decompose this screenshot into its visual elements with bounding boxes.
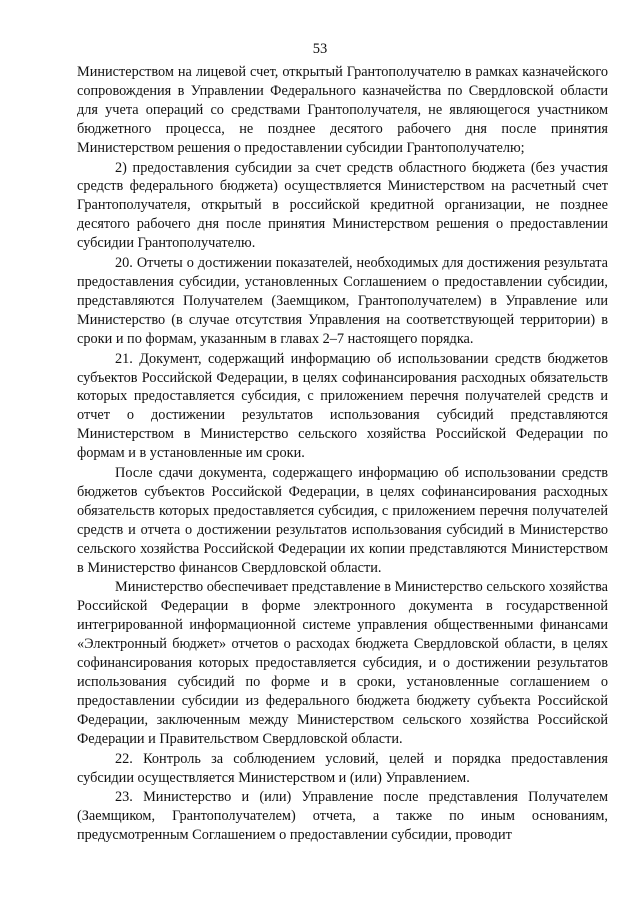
paragraph-continuation: Министерством на лицевой счет, открытый Грантополучателю в рамках казначейского сопровождения в Управлении Федерального казначейства по Свердловской области для учета операций со средствами Грантополучателя, не являющегося участником бюджетного процесса, не позднее десятого рабочего дня после принятия Министерством решения о предоставлении субсидии Грантополучателю; (77, 64, 608, 156)
page-number: 53 (312, 41, 328, 57)
paragraph-section-21: 21. Документ, содержащий информацию об использовании средств бюджетов субъектов Российской Федерации, в целях софинансирования расходных обязательств которых предоставляется субсидия, с приложением перечня получателей средств и отчет о достижении результатов использования субсидий представляются Министерством в Министерство сельского хозяйства Российской Федерации по формам и в установленные им сроки. (77, 350, 608, 462)
paragraph-section-22: 22. Контроль за соблюдением условий, целей и порядка предоставления субсидии осуществляется Министерством и (или) Управлением. (77, 750, 608, 786)
paragraph-section-23: 23. Министерство и (или) Управление после представления Получателем (Заемщиком, Грантополучателем) отчета, а также по иным основаниям, предусмотренным Соглашением о предоставлении субсидии, проводит (77, 789, 608, 844)
paragraph-item-2: 2) предоставления субсидии за счет средств областного бюджета (без участия средств федерального бюджета) осуществляется Министерством на расчетный счет Грантополучателя, открытый в российской кредитной организации, не позднее десятого рабочего дня после принятия Министерством решения о предоставлении субсидии Грантополучателю. (77, 159, 608, 252)
paragraph-after-submission: После сдачи документа, содержащего информацию об использовании средств бюджетов субъектов Российской Федерации, в целях софинансирования расходных обязательств которых предоставляется субсидия, с приложением перечня получателей средств и отчета о достижении результатов использования субсидий в Министерство сельского хозяйства Российской Федерации их копии представляются Министерством в Министерство финансов Свердловской области. (77, 465, 608, 576)
paragraph-section-20: 20. Отчеты о достижении показателей, необходимых для достижения результата предоставления субсидии, установленных Соглашением о предоставлении субсидии, представляются Получателем (Заемщиком, Грантополучателем) в Управление или Министерство (в случае отсутствия Управления на соответствующей территории) в сроки и по формам, указанным в главах 2–7 настоящего порядка. (77, 255, 608, 347)
paragraph-ministry-reporting: Министерство обеспечивает представление в Министерство сельского хозяйства Российской Федерации в форме электронного документа в государственной интегрированной информационной системе управления общественными финансами «Электронный бюджет» отчетов о расходах бюджета Свердловской области, в целях софинансирования которых предоставляется субсидия, и о достижении результатов использования субсидий по форме и в сроки, установленные соглашением о предоставлении субсидии из федерального бюджета бюджету субъекта Российской Федерации, заключенным между Министерством сельского хозяйства Российской Федерации и Правительством Свердловской области. (77, 579, 608, 747)
document-body (77, 63, 608, 846)
